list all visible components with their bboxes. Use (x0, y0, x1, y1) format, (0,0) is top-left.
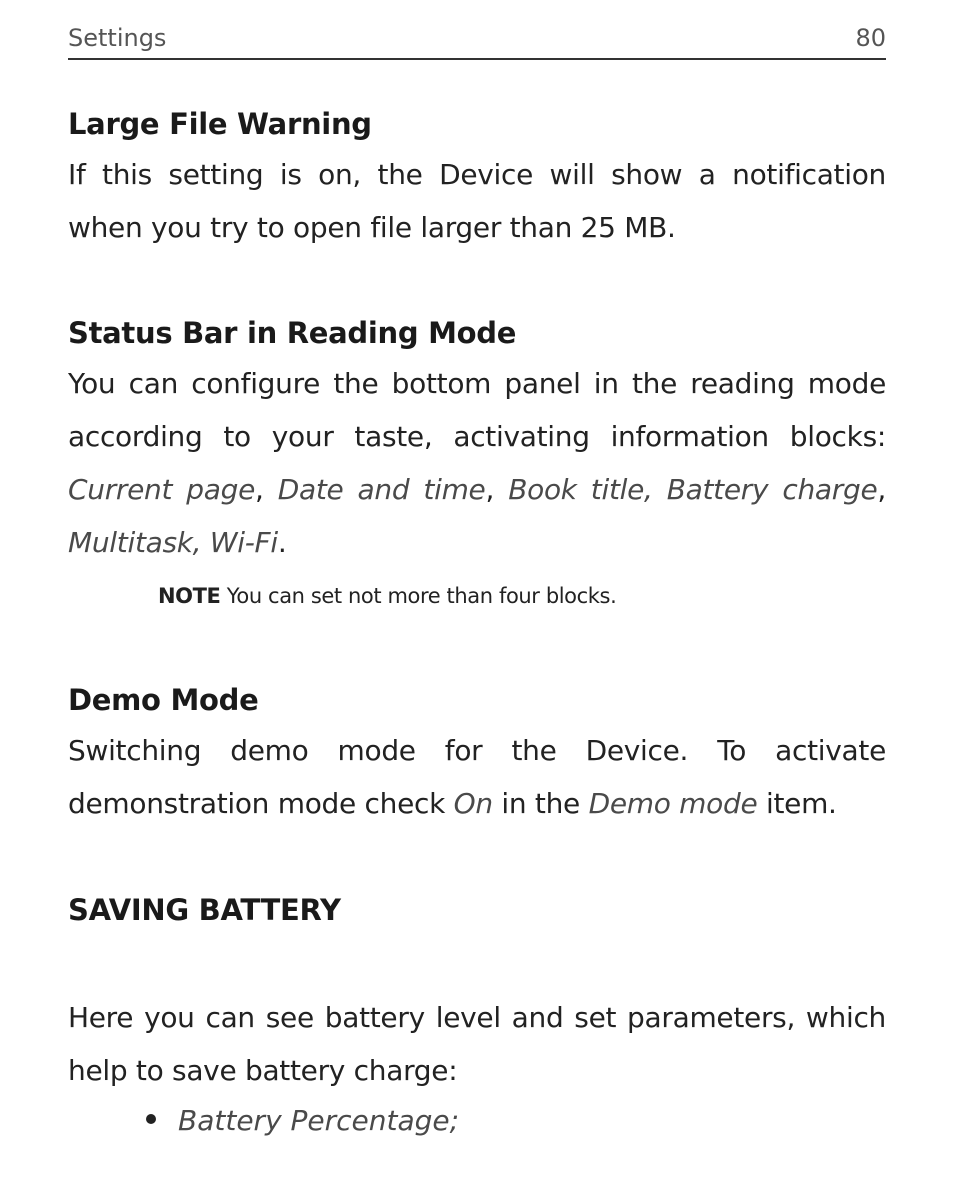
demo-text-3: item. (757, 787, 837, 820)
separator: , (255, 473, 278, 506)
page-number: 80 (855, 24, 886, 52)
section-large-file-warning (68, 104, 886, 254)
note-box (158, 584, 616, 608)
heading-demo-mode: Demo Mode (68, 683, 259, 717)
paragraph-saving-battery: Here you can see battery level and set parameters, which help to save battery charge: (68, 1001, 886, 1087)
running-header-title: Settings (68, 24, 167, 52)
block-current-page: Current page (68, 473, 256, 506)
heading-large-file-warning: Large File Warning (68, 107, 372, 141)
demo-on-value: On (453, 787, 493, 820)
block-date-time: Date and time (277, 473, 486, 506)
page-header (68, 24, 886, 60)
demo-text-1: Switching demo mode for the Device. To activate demonstration mode check (68, 734, 886, 820)
separator: , (877, 473, 886, 506)
section-status-bar (68, 313, 886, 569)
section-demo-mode (68, 680, 886, 830)
block-multitask-wifi: Multitask, Wi-Fi (68, 526, 278, 559)
heading-saving-battery: SAVING BATTERY (68, 893, 341, 927)
list-item (146, 1096, 459, 1146)
demo-text-2: in the (492, 787, 589, 820)
heading-status-bar: Status Bar in Reading Mode (68, 316, 517, 350)
sentence-end: . (277, 526, 287, 559)
demo-mode-item: Demo mode (588, 787, 758, 820)
paragraph-demo-mode (68, 724, 886, 830)
separator: , (485, 473, 509, 506)
saving-battery-body (68, 987, 886, 1097)
note-label: NOTE (158, 584, 221, 608)
paragraph-large-file-warning: If this setting is on, the Device will show a notification when you try to open file larger than 25 MB. (68, 158, 886, 244)
battery-percentage-item: Battery Percentage; (178, 1104, 460, 1137)
paragraph-status-bar (68, 357, 886, 569)
block-book-title-battery: Book title, Battery charge (508, 473, 878, 506)
battery-options-list (146, 1096, 459, 1146)
note-text: You can set not more than four blocks. (220, 584, 617, 608)
bullet-icon (146, 1114, 156, 1124)
section-saving-battery (68, 890, 886, 930)
status-bar-intro: You can configure the bottom panel in the reading mode according to your taste, activating information blocks: (68, 367, 886, 453)
